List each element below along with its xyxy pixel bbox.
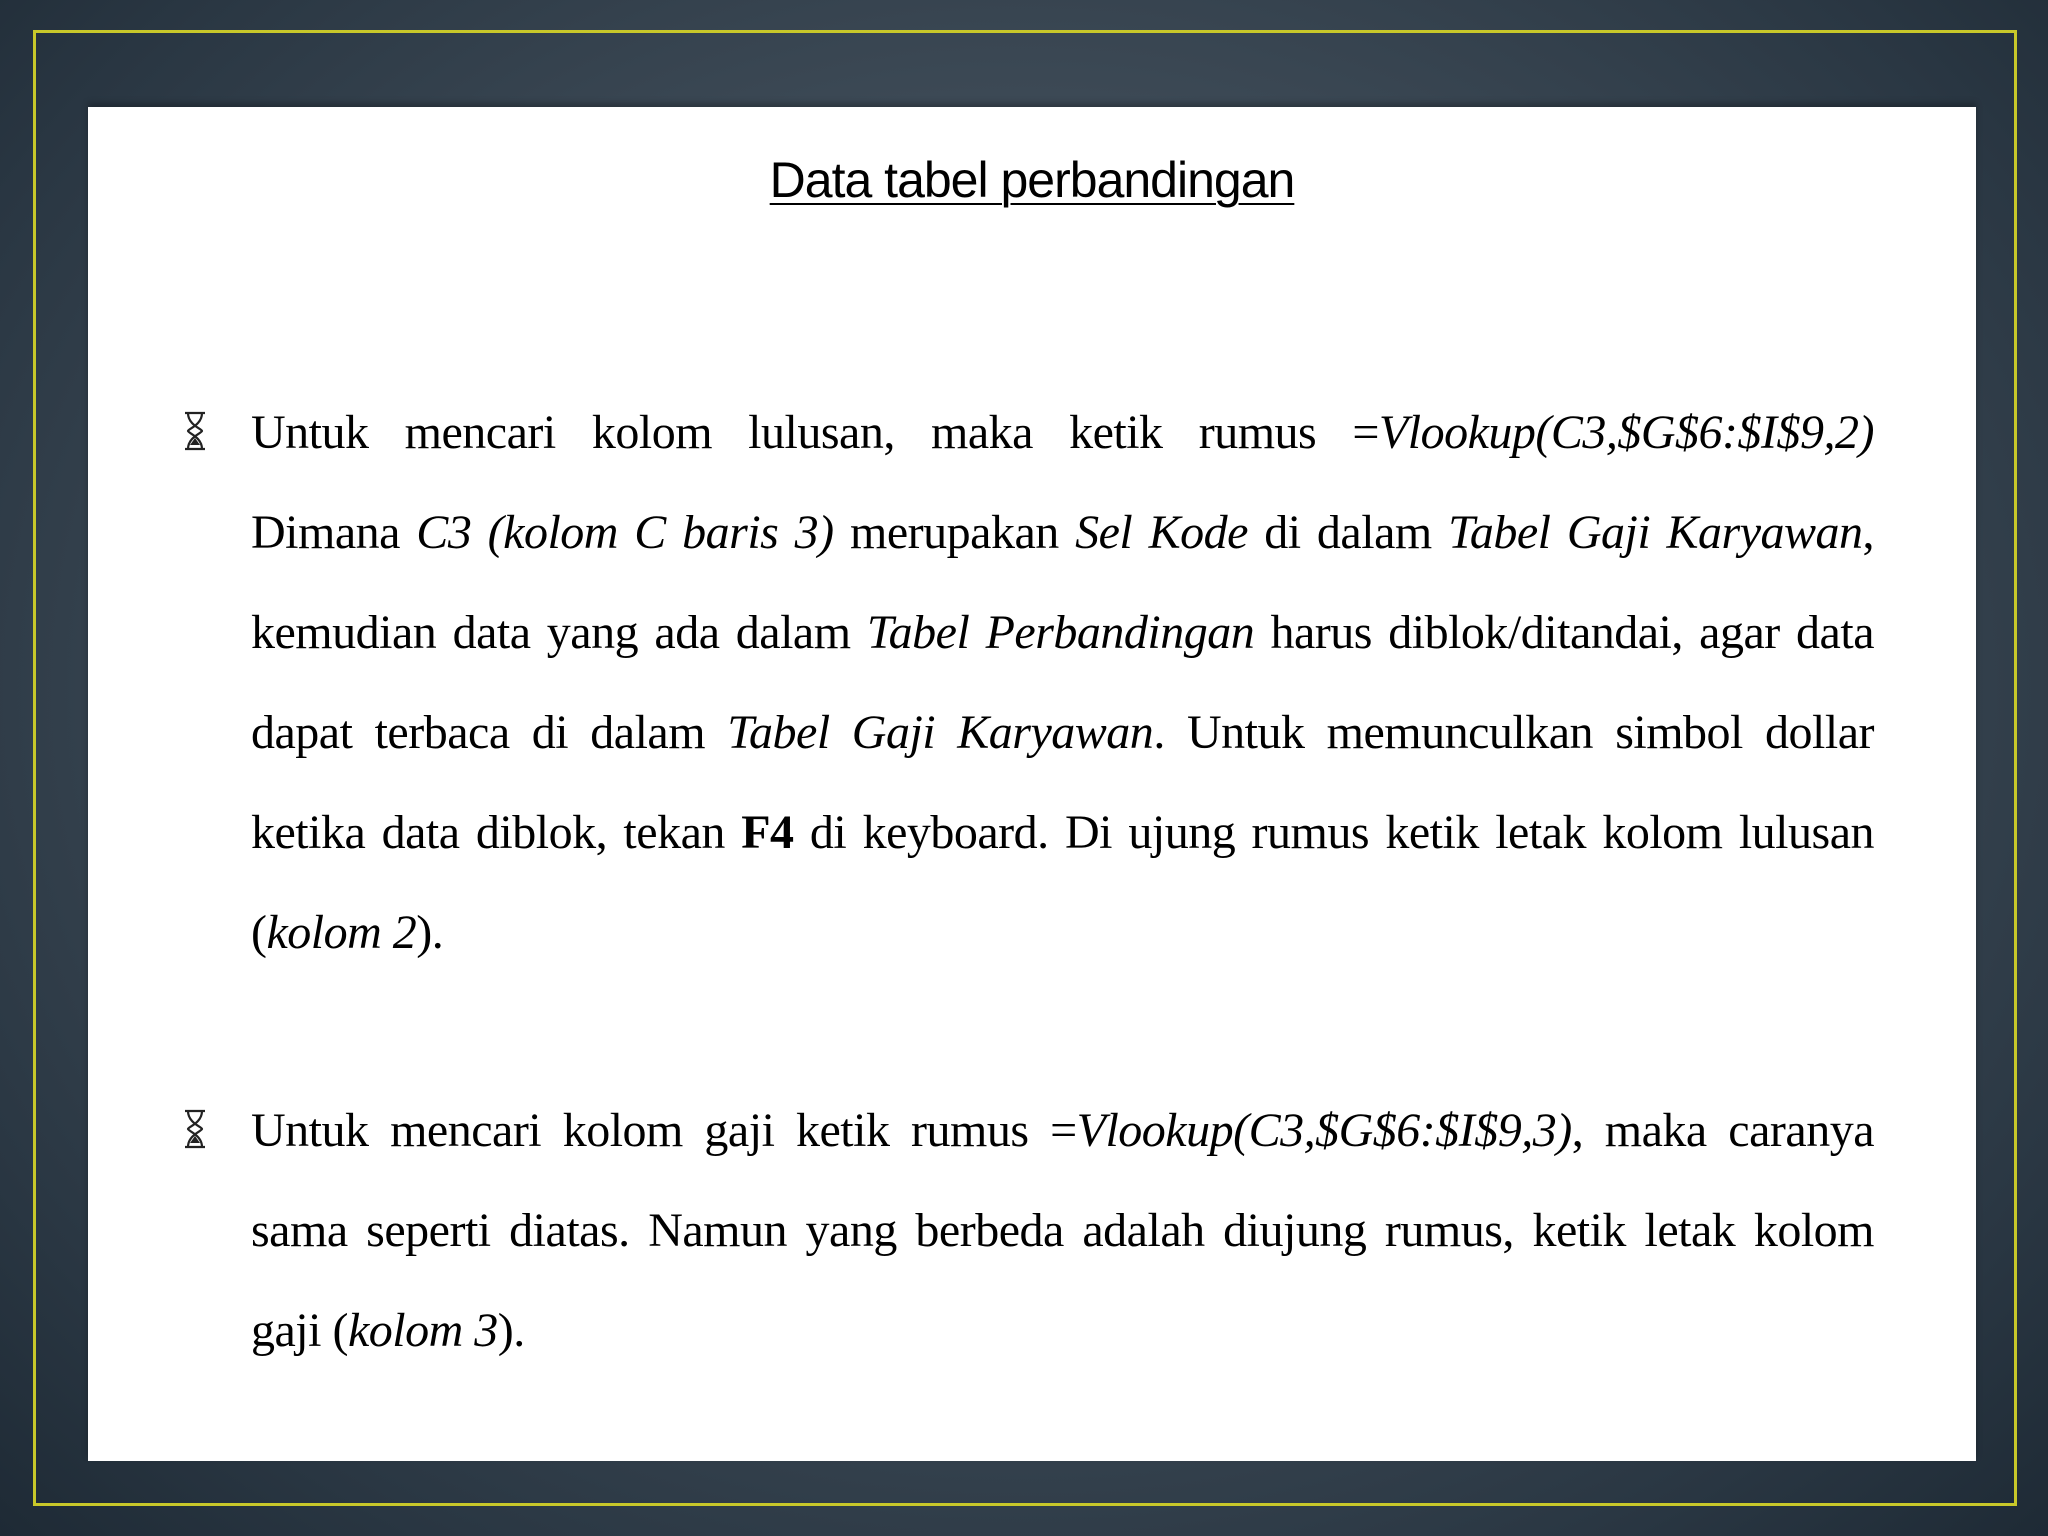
- text-run: kolom 3: [347, 1304, 498, 1357]
- text-run: Vlookup(C3,$G$6:$I$9,3): [1076, 1104, 1572, 1157]
- paragraph-line: [251, 883, 1874, 983]
- text-run: (: [251, 906, 267, 959]
- paragraph-line: [251, 683, 1874, 783]
- paragraph-line: [251, 583, 1874, 683]
- text-run: ketika data diblok, tekan: [251, 806, 742, 859]
- text-run: Dimana: [251, 506, 417, 559]
- text-run: Sel Kode: [1075, 506, 1248, 559]
- text-run: , maka caranya: [1571, 1104, 1874, 1157]
- text-run: . Untuk memunculkan simbol dollar: [1153, 706, 1874, 759]
- slide-title-text: Data tabel perbandingan: [769, 152, 1295, 208]
- text-run: harus diblok/ditandai, agar data: [1254, 606, 1874, 659]
- bullet-paragraph: [251, 1081, 1874, 1381]
- hourglass-icon: [182, 411, 208, 451]
- text-run: di keyboard. Di ujung rumus ketik letak kolom lulusan: [793, 806, 1874, 859]
- text-run: dapat terbaca di dalam: [251, 706, 728, 759]
- text-run: Untuk mencari kolom lulusan, maka ketik rumus =: [251, 406, 1379, 459]
- paragraph-line: [251, 1181, 1874, 1281]
- paragraph-line: [251, 483, 1874, 583]
- text-run: gaji (: [251, 1304, 348, 1357]
- text-run: sama seperti diatas. Namun yang berbeda adalah diujung rumus, ketik letak kolom: [251, 1204, 1874, 1257]
- text-run: ,: [1862, 506, 1875, 559]
- paragraph-line: [251, 383, 1874, 483]
- slide-title: [88, 151, 1976, 209]
- text-run: ).: [497, 1304, 525, 1357]
- paragraph-line: [251, 1281, 1874, 1381]
- text-run: Untuk mencari kolom gaji ketik rumus =: [251, 1104, 1077, 1157]
- text-run: Vlookup(C3,$G$6:$I$9,2): [1378, 406, 1874, 459]
- text-run: C3 (kolom C baris 3): [416, 506, 834, 559]
- text-run: Tabel Gaji Karyawan: [1448, 506, 1863, 559]
- text-run: merupakan: [833, 506, 1076, 559]
- text-run: Tabel Perbandingan: [866, 606, 1255, 659]
- paragraph-line: [251, 783, 1874, 883]
- text-run: Tabel Gaji Karyawan: [727, 706, 1154, 759]
- text-run: kolom 2: [266, 906, 417, 959]
- paragraph-line: [251, 1081, 1874, 1181]
- text-run: di dalam: [1247, 506, 1449, 559]
- slide-content: [88, 107, 1976, 1461]
- text-run: kemudian data yang ada dalam: [251, 606, 867, 659]
- text-run: ).: [416, 906, 444, 959]
- hourglass-icon: [182, 1109, 208, 1149]
- bullet-paragraph: [251, 383, 1874, 983]
- text-run: F4: [741, 806, 794, 859]
